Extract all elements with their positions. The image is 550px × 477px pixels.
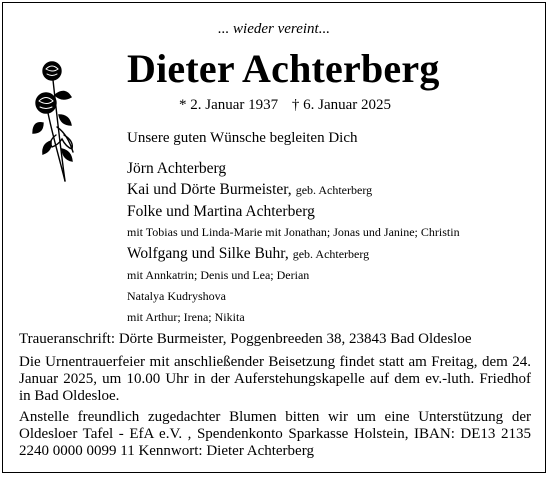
mourner-line: Folke und Martina Achterberg bbox=[127, 203, 315, 220]
donation-request: Anstelle freundlich zugedachter Blumen bitten wir um eine Unterstützung der Oldesloer Tafel - EfA e.V. , Spendenkonto Sparkasse Holstein, IBAN: DE13 2135 2240 0000 0099 11 Kennwort: Dieter Achterberg bbox=[19, 409, 531, 459]
maiden-name-note: geb. Achterberg bbox=[292, 247, 370, 261]
wishes-line: Unsere guten Wünsche begleiten Dich bbox=[127, 130, 358, 146]
deceased-name: Dieter Achterberg bbox=[127, 46, 440, 91]
life-dates bbox=[179, 97, 391, 114]
mourner-line: mit Tobias und Linda-Marie mit Jonathan; Jonas und Janine; Christin bbox=[127, 225, 460, 239]
mourners-list bbox=[127, 158, 537, 328]
mourner-line: mit Annkatrin; Denis und Lea; Derian bbox=[127, 268, 310, 282]
mourner-line: Wolfgang und Silke Buhr, geb. Achterberg bbox=[127, 245, 370, 262]
mourner-line: Kai und Dörte Burmeister, geb. Achterberg bbox=[127, 181, 373, 198]
birth-date: * 2. Januar 1937 bbox=[179, 97, 279, 113]
death-date: † 6. Januar 2025 bbox=[291, 97, 392, 113]
mourner-line: mit Arthur; Irena; Nikita bbox=[127, 310, 245, 324]
mourner-line: Jörn Achterberg bbox=[127, 160, 227, 177]
maiden-name-note: geb. Achterberg bbox=[295, 183, 373, 197]
mourning-address: Traueranschrift: Dörte Burmeister, Poggenbreeden 38, 23843 Bad Oldesloe bbox=[19, 331, 472, 347]
ceremony-info: Die Urnentrauerfeier mit anschließender Beisetzung findet statt am Freitag, dem 24. Januar 2025, um 10.00 Uhr in der Auferstehungskapelle auf dem ev.-luth. Friedhof in Bad Oldesloe. bbox=[19, 354, 531, 404]
obituary-notice bbox=[2, 2, 546, 473]
motto: ... wieder vereint... bbox=[218, 21, 330, 37]
rose-illustration-icon bbox=[29, 57, 89, 185]
mourner-line: Natalya Kudryshova bbox=[127, 289, 226, 303]
